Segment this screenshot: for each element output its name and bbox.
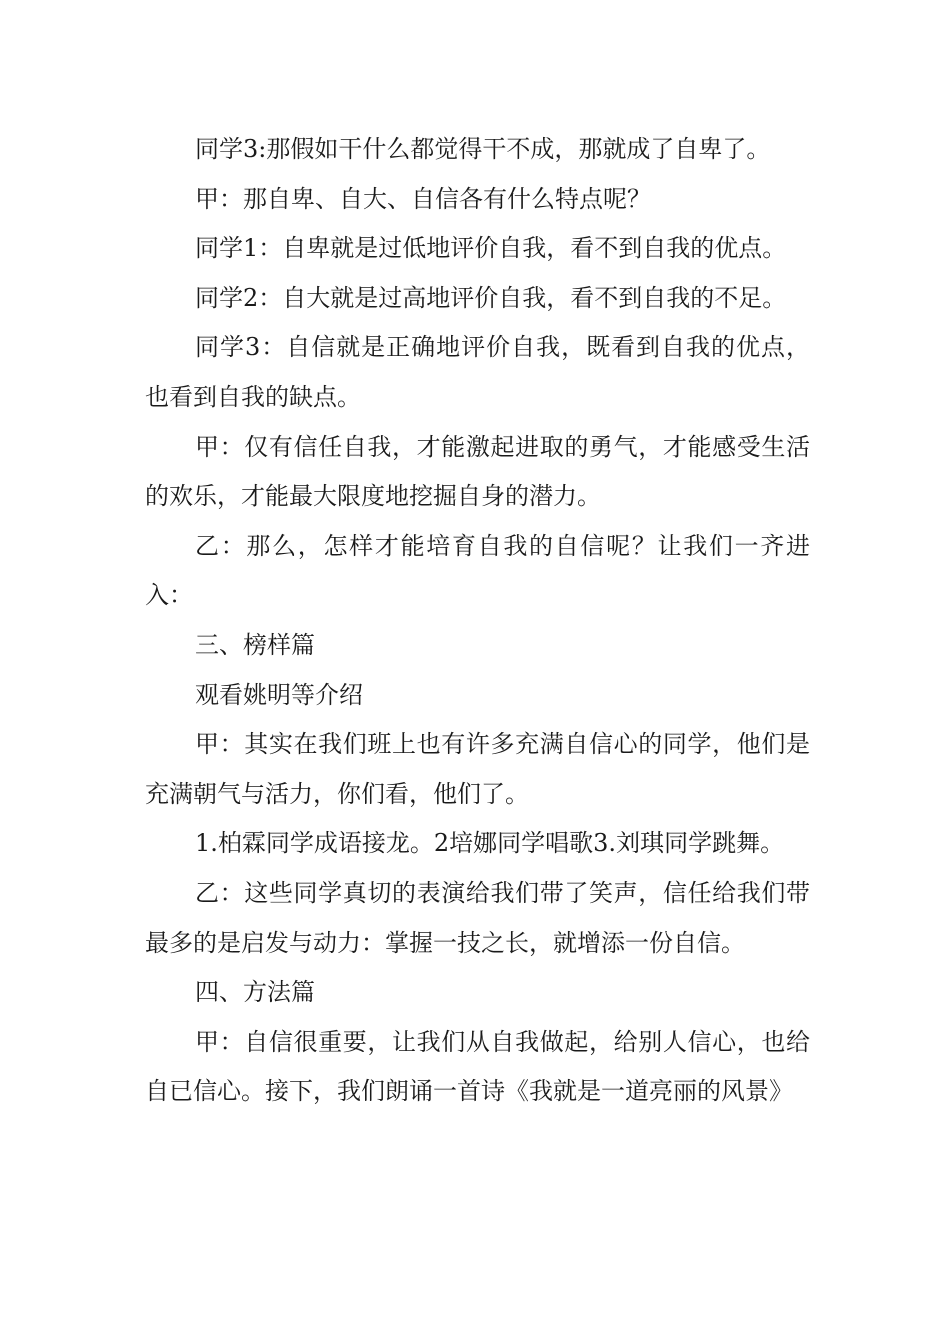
paragraph-classmate1-inferiority: 同学1：自卑就是过低地评价自我，看不到自我的优点。 [195,234,787,263]
paragraph-classmate3-inferiority: 同学3:那假如干什么都觉得干不成，那就成了自卑了。 [195,135,771,163]
section-heading-role-models: 三、榜样篇 [195,630,315,659]
paragraph-performances: 1.柏霖同学成语接龙。2培娜同学唱歌3.刘琪同学跳舞。 [195,829,785,858]
paragraph-a-poem: 甲：自信很重要，让我们从自我做起，给别人信心，也给自已信心。接下，我们朗诵一首诗《我就是一道亮丽的风景》 [145,1027,810,1106]
paragraph-a-classmates: 甲：其实在我们班上也有许多充满自信心的同学，他们是充满朝气与活力，你们看，他们了。 [145,730,810,808]
document-body [145,125,810,1117]
paragraph-classmate2-arrogance: 同学2：自大就是过高地评价自我，看不到自我的不足。 [195,283,787,312]
paragraph-b-inspiration: 乙：这些同学真切的表演给我们带了笑声，信任给我们带最多的是启发与动力：掌握一技之长，就增添一份自信。 [145,878,810,957]
section-heading-methods: 四、方法篇 [195,978,315,1007]
paragraph-classmate3-confidence: 同学3：自信就是正确地评价自我，既看到自我的优点，也看到自我的缺点。 [145,333,810,411]
paragraph-a-trust-self: 甲：仅有信任自我，才能激起进取的勇气，才能感受生活的欢乐，才能最大限度地挖掘自身的潜力。 [145,432,810,511]
paragraph-watch-intro: 观看姚明等介绍 [195,680,363,709]
paragraph-question-traits: 甲：那自卑、自大、自信各有什么特点呢？ [195,184,651,213]
paragraph-b-cultivate: 乙：那么，怎样才能培育自我的自信呢？让我们一齐进入： [145,531,810,610]
